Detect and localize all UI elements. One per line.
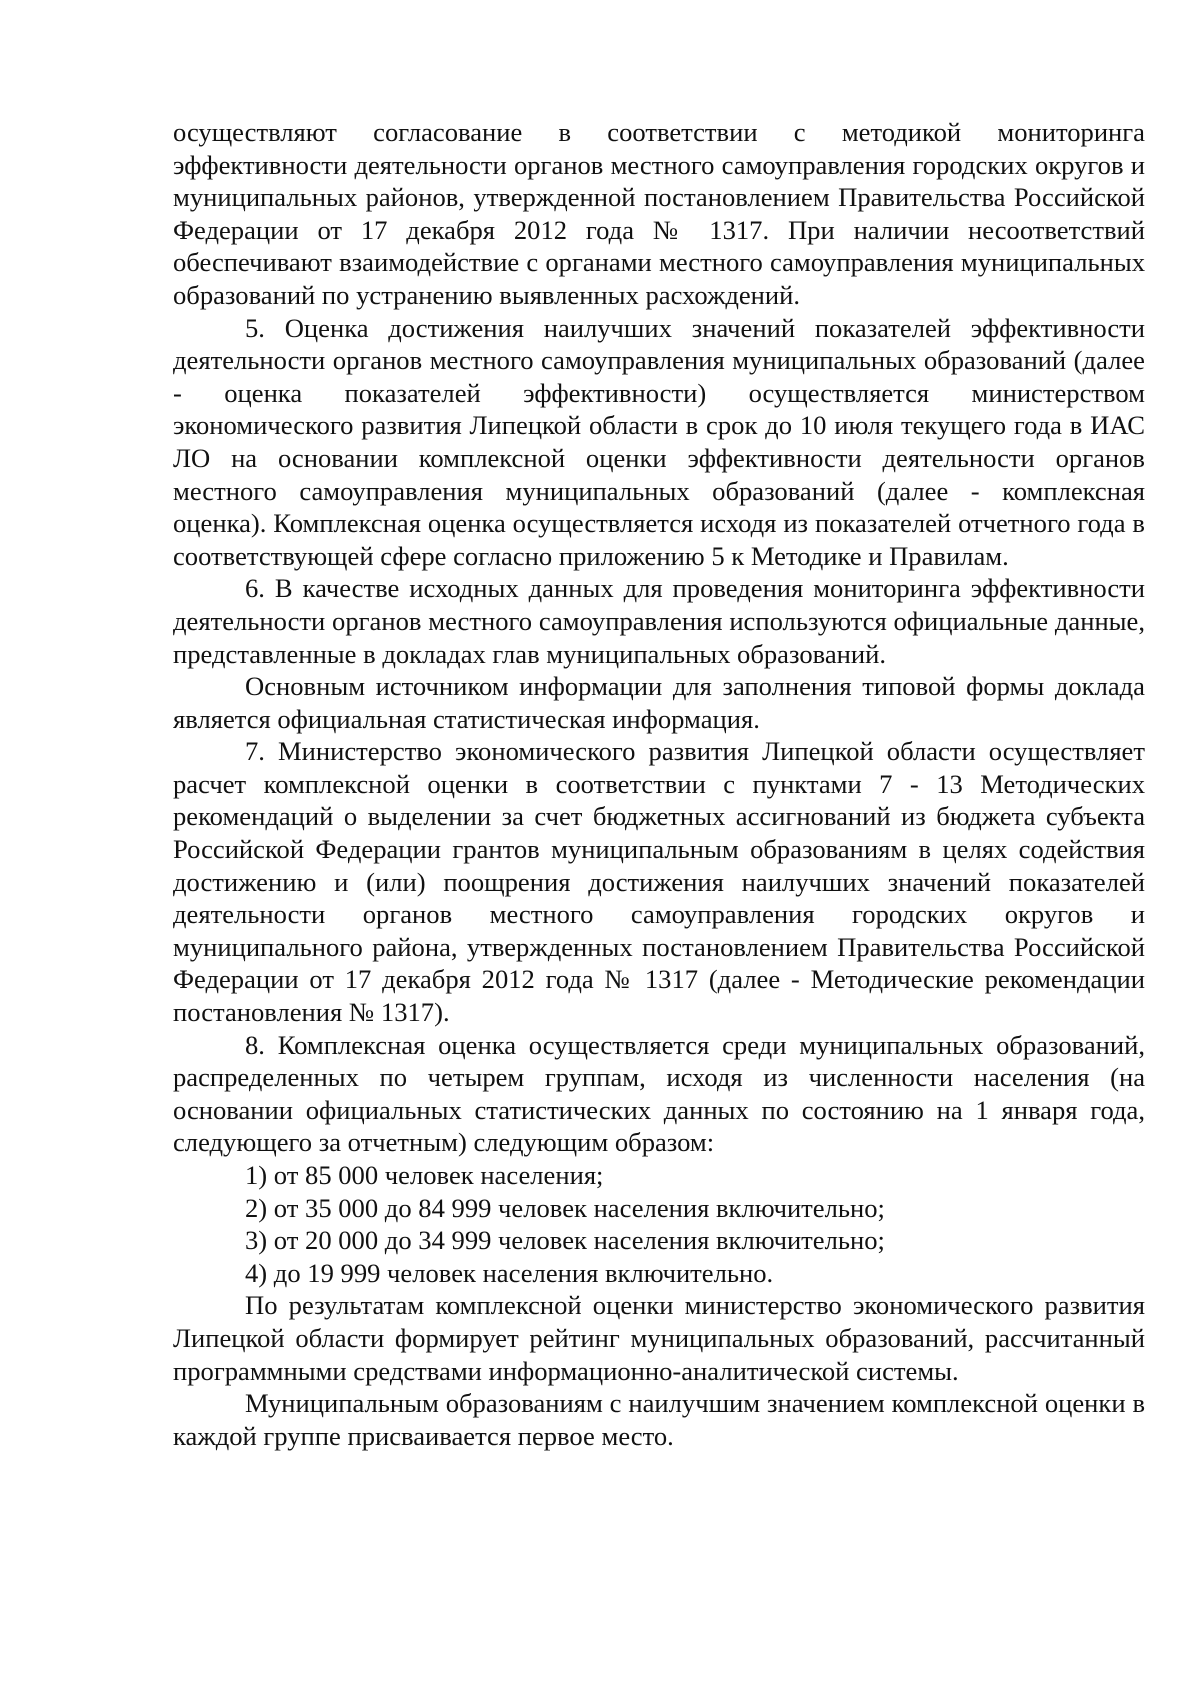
paragraph-main-source: Основным источником информации для заполнения типовой формы доклада является официальная статистическая информация.	[173, 671, 1145, 734]
list-item-group-4: 4) до 19 999 человек населения включительно.	[245, 1257, 774, 1288]
list-item-group-3: 3) от 20 000 до 34 999 человек населения включительно;	[245, 1225, 885, 1256]
paragraph-item-5: 5. Оценка достижения наилучших значений показателей эффективности деятельности органов местного самоуправления муниципальных образований (далее - оценка показателей эффективности) осуществляется министерством экономического развития Липецкой области в срок до 10 июля текущего года в ИАС ЛО на основании комплексной оценки эффективности деятельности органов местного самоуправления муниципальных образований (далее - комплексная оценка). Комплексная оценка осуществляется исходя из показателей отчетного года в соответствующей сфере согласно приложению 5 к Методике и Правилам.	[173, 312, 1145, 571]
paragraph-item-8: 8. Комплексная оценка осуществляется среди муниципальных образований, распределенных по четырем группам, исходя из численности населения (на основании официальных статистических данных по состоянию на 1 января года, следующего за отчетным) следующим образом:	[173, 1029, 1145, 1158]
paragraph-item-7: 7. Министерство экономического развития Липецкой области осуществляет расчет комплексной оценки в соответствии с пунктами 7 - 13 Методических рекомендаций о выделении за счет бюджетных ассигнований из бюджета субъекта Российской Федерации грантов муниципальным образованиям в целях содействия достижению и (или) поощрения достижения наилучших значений показателей деятельности органов местного самоуправления городских округов и муниципального района, утвержденных постановлением Правительства Российской Федерации от 17 декабря 2012 года № 1317 (далее - Методические рекомендации постановления № 1317).	[173, 736, 1145, 1028]
paragraph-item-6: 6. В качестве исходных данных для проведения мониторинга эффективности деятельности органов местного самоуправления используются официальные данные, представленные в докладах глав муниципальных образований.	[173, 573, 1145, 669]
paragraph-first-place: Муниципальным образованиям с наилучшим значением комплексной оценки в каждой группе присваивается первое место.	[173, 1388, 1145, 1451]
list-item-group-1: 1) от 85 000 человек населения;	[245, 1160, 604, 1190]
paragraph-continuation: осуществляют согласование в соответствии с методикой мониторинга эффективности деятельности органов местного самоуправления городских округов и муниципальных районов, утвержденной постановлением Правительства Российской Федерации от 17 декабря 2012 года № 1317. При наличии несоответствий обеспечивают взаимодействие с органами местного самоуправления муниципальных образований по устранению выявленных расхождений.	[173, 117, 1145, 310]
paragraph-rating: По результатам комплексной оценки министерство экономического развития Липецкой области формирует рейтинг муниципальных образований, рассчитанный программными средствами информационно-аналитической системы.	[173, 1290, 1145, 1386]
list-item-group-2: 2) от 35 000 до 84 999 человек населения включительно;	[245, 1192, 885, 1223]
document-page	[173, 116, 1145, 1452]
